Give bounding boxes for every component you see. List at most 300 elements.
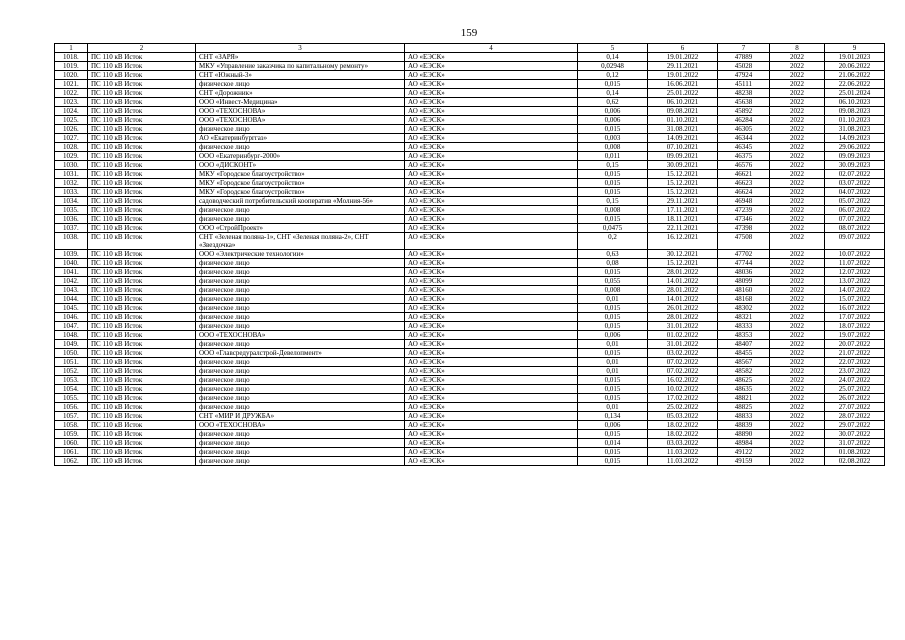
contract-number-cell: 45892: [718, 107, 770, 116]
applicant-cell: физическое лицо: [196, 385, 405, 394]
substation-cell: ПС 110 кВ Исток: [88, 385, 196, 394]
contract-number-cell: 49122: [718, 448, 770, 457]
table-row: [55, 71, 885, 80]
grid-org-cell: АО «ЕЭСК»: [405, 215, 578, 224]
deadline-cell: 19.01.2023: [825, 53, 885, 62]
date-cell: 14.01.2022: [648, 277, 718, 286]
deadline-cell: 27.07.2022: [825, 403, 885, 412]
applicant-cell: физическое лицо: [196, 143, 405, 152]
year-cell: 2022: [770, 322, 825, 331]
applicant-cell: СНТ «Зеленая поляна-1», СНТ «Зеленая поляна-2», СНТ «Звездочка»: [196, 233, 405, 250]
date-cell: 11.03.2022: [648, 448, 718, 457]
row-number-cell: 1024.: [55, 107, 88, 116]
substation-cell: ПС 110 кВ Исток: [88, 376, 196, 385]
table-row: [55, 107, 885, 116]
power-cell: 0,006: [578, 107, 648, 116]
deadline-cell: 05.07.2022: [825, 197, 885, 206]
year-cell: 2022: [770, 313, 825, 322]
year-cell: 2022: [770, 71, 825, 80]
row-number-cell: 1022.: [55, 89, 88, 98]
power-cell: 0,006: [578, 421, 648, 430]
row-number-cell: 1033.: [55, 188, 88, 197]
row-number-cell: 1035.: [55, 206, 88, 215]
power-cell: 0,015: [578, 430, 648, 439]
year-cell: 2022: [770, 125, 825, 134]
year-cell: 2022: [770, 197, 825, 206]
power-cell: 0,015: [578, 80, 648, 89]
substation-cell: ПС 110 кВ Исток: [88, 197, 196, 206]
date-cell: 25.02.2022: [648, 403, 718, 412]
table-row: [55, 412, 885, 421]
column-header: 3: [196, 44, 405, 53]
contract-number-cell: 47346: [718, 215, 770, 224]
row-number-cell: 1046.: [55, 313, 88, 322]
contract-number-cell: 45028: [718, 62, 770, 71]
year-cell: 2022: [770, 161, 825, 170]
grid-org-cell: АО «ЕЭСК»: [405, 331, 578, 340]
applicant-cell: СНТ «Дорожник»: [196, 89, 405, 98]
date-cell: 03.02.2022: [648, 349, 718, 358]
row-number-cell: 1027.: [55, 134, 88, 143]
table-row: [55, 215, 885, 224]
grid-org-cell: АО «ЕЭСК»: [405, 448, 578, 457]
date-cell: 15.12.2021: [648, 259, 718, 268]
grid-org-cell: АО «ЕЭСК»: [405, 340, 578, 349]
table-row: [55, 143, 885, 152]
substation-cell: ПС 110 кВ Исток: [88, 277, 196, 286]
row-number-cell: 1054.: [55, 385, 88, 394]
date-cell: 26.01.2022: [648, 304, 718, 313]
row-number-cell: 1047.: [55, 322, 88, 331]
deadline-cell: 04.07.2022: [825, 188, 885, 197]
grid-org-cell: АО «ЕЭСК»: [405, 421, 578, 430]
row-number-cell: 1031.: [55, 170, 88, 179]
row-number-cell: 1043.: [55, 286, 88, 295]
date-cell: 15.12.2021: [648, 188, 718, 197]
date-cell: 18.11.2021: [648, 215, 718, 224]
substation-cell: ПС 110 кВ Исток: [88, 259, 196, 268]
table-row: [55, 448, 885, 457]
row-number-cell: 1057.: [55, 412, 88, 421]
applicant-cell: СНТ «МИР И ДРУЖБА»: [196, 412, 405, 421]
date-cell: 01.02.2022: [648, 331, 718, 340]
deadline-cell: 30.07.2022: [825, 430, 885, 439]
grid-org-cell: АО «ЕЭСК»: [405, 457, 578, 466]
deadline-cell: 10.07.2022: [825, 250, 885, 259]
table-row: [55, 80, 885, 89]
applicant-cell: МКУ «Городское благоустройство»: [196, 179, 405, 188]
applicant-cell: ООО «Инвест-Медицина»: [196, 98, 405, 107]
substation-cell: ПС 110 кВ Исток: [88, 224, 196, 233]
substation-cell: ПС 110 кВ Исток: [88, 89, 196, 98]
table-row: [55, 439, 885, 448]
substation-cell: ПС 110 кВ Исток: [88, 421, 196, 430]
power-cell: 0,015: [578, 125, 648, 134]
year-cell: 2022: [770, 394, 825, 403]
row-number-cell: 1020.: [55, 71, 88, 80]
applicant-cell: физическое лицо: [196, 358, 405, 367]
year-cell: 2022: [770, 206, 825, 215]
deadline-cell: 14.09.2023: [825, 134, 885, 143]
power-cell: 0,12: [578, 71, 648, 80]
year-cell: 2022: [770, 367, 825, 376]
grid-org-cell: АО «ЕЭСК»: [405, 98, 578, 107]
table-row: [55, 313, 885, 322]
deadline-cell: 24.07.2022: [825, 376, 885, 385]
connections-table: [54, 43, 885, 466]
grid-org-cell: АО «ЕЭСК»: [405, 152, 578, 161]
year-cell: 2022: [770, 358, 825, 367]
row-number-cell: 1050.: [55, 349, 88, 358]
deadline-cell: 09.07.2022: [825, 233, 885, 250]
applicant-cell: физическое лицо: [196, 340, 405, 349]
deadline-cell: 29.06.2022: [825, 143, 885, 152]
deadline-cell: 06.07.2022: [825, 206, 885, 215]
substation-cell: ПС 110 кВ Исток: [88, 394, 196, 403]
substation-cell: ПС 110 кВ Исток: [88, 367, 196, 376]
grid-org-cell: АО «ЕЭСК»: [405, 259, 578, 268]
power-cell: 0,008: [578, 206, 648, 215]
row-number-cell: 1030.: [55, 161, 88, 170]
contract-number-cell: 48582: [718, 367, 770, 376]
substation-cell: ПС 110 кВ Исток: [88, 322, 196, 331]
date-cell: 03.03.2022: [648, 439, 718, 448]
applicant-cell: ООО «ТЕХОСНОВА»: [196, 331, 405, 340]
contract-number-cell: 46576: [718, 161, 770, 170]
grid-org-cell: АО «ЕЭСК»: [405, 161, 578, 170]
row-number-cell: 1052.: [55, 367, 88, 376]
power-cell: 0,134: [578, 412, 648, 421]
table-row: [55, 62, 885, 71]
year-cell: 2022: [770, 224, 825, 233]
grid-org-cell: АО «ЕЭСК»: [405, 107, 578, 116]
grid-org-cell: АО «ЕЭСК»: [405, 430, 578, 439]
date-cell: 15.12.2021: [648, 170, 718, 179]
substation-cell: ПС 110 кВ Исток: [88, 304, 196, 313]
deadline-cell: 12.07.2022: [825, 268, 885, 277]
page-number: 159: [460, 27, 478, 39]
power-cell: 0,015: [578, 394, 648, 403]
contract-number-cell: 48407: [718, 340, 770, 349]
deadline-cell: 02.07.2022: [825, 170, 885, 179]
contract-number-cell: 47398: [718, 224, 770, 233]
power-cell: 0,015: [578, 268, 648, 277]
power-cell: 0,011: [578, 152, 648, 161]
grid-org-cell: АО «ЕЭСК»: [405, 385, 578, 394]
year-cell: 2022: [770, 457, 825, 466]
applicant-cell: ООО «Екатеринбург-2000»: [196, 152, 405, 161]
column-header: 6: [648, 44, 718, 53]
row-number-cell: 1021.: [55, 80, 88, 89]
deadline-cell: 07.07.2022: [825, 215, 885, 224]
power-cell: 0,01: [578, 295, 648, 304]
table-row: [55, 197, 885, 206]
grid-org-cell: АО «ЕЭСК»: [405, 286, 578, 295]
table-row: [55, 224, 885, 233]
row-number-cell: 1034.: [55, 197, 88, 206]
contract-number-cell: 47702: [718, 250, 770, 259]
applicant-cell: МКУ «Городское благоустройство»: [196, 188, 405, 197]
table-row: [55, 304, 885, 313]
table-row: [55, 89, 885, 98]
substation-cell: ПС 110 кВ Исток: [88, 439, 196, 448]
power-cell: 0,008: [578, 286, 648, 295]
deadline-cell: 09.08.2023: [825, 107, 885, 116]
year-cell: 2022: [770, 233, 825, 250]
deadline-cell: 22.07.2022: [825, 358, 885, 367]
power-cell: 0,14: [578, 53, 648, 62]
deadline-cell: 13.07.2022: [825, 277, 885, 286]
row-number-cell: 1062.: [55, 457, 88, 466]
applicant-cell: физическое лицо: [196, 394, 405, 403]
year-cell: 2022: [770, 170, 825, 179]
grid-org-cell: АО «ЕЭСК»: [405, 394, 578, 403]
row-number-cell: 1055.: [55, 394, 88, 403]
contract-number-cell: 46623: [718, 179, 770, 188]
date-cell: 28.01.2022: [648, 313, 718, 322]
year-cell: 2022: [770, 53, 825, 62]
applicant-cell: МКУ «Управление заказчика по капитальному ремонту»: [196, 62, 405, 71]
date-cell: 17.02.2022: [648, 394, 718, 403]
row-number-cell: 1059.: [55, 430, 88, 439]
grid-org-cell: АО «ЕЭСК»: [405, 125, 578, 134]
power-cell: 0,015: [578, 376, 648, 385]
date-cell: 16.02.2022: [648, 376, 718, 385]
applicant-cell: СНТ «ЗАРЯ»: [196, 53, 405, 62]
substation-cell: ПС 110 кВ Исток: [88, 358, 196, 367]
table-row: [55, 98, 885, 107]
date-cell: 31.01.2022: [648, 322, 718, 331]
power-cell: 0,015: [578, 170, 648, 179]
column-header: 1: [55, 44, 88, 53]
date-cell: 31.08.2021: [648, 125, 718, 134]
year-cell: 2022: [770, 134, 825, 143]
applicant-cell: физическое лицо: [196, 125, 405, 134]
year-cell: 2022: [770, 259, 825, 268]
date-cell: 17.11.2021: [648, 206, 718, 215]
table-row: [55, 125, 885, 134]
deadline-cell: 26.07.2022: [825, 394, 885, 403]
year-cell: 2022: [770, 179, 825, 188]
table-row: [55, 250, 885, 259]
year-cell: 2022: [770, 430, 825, 439]
applicant-cell: физическое лицо: [196, 259, 405, 268]
substation-cell: ПС 110 кВ Исток: [88, 179, 196, 188]
row-number-cell: 1056.: [55, 403, 88, 412]
year-cell: 2022: [770, 349, 825, 358]
power-cell: 0,0475: [578, 224, 648, 233]
column-header: 9: [825, 44, 885, 53]
year-cell: 2022: [770, 295, 825, 304]
row-number-cell: 1039.: [55, 250, 88, 259]
table-row: [55, 53, 885, 62]
row-number-cell: 1045.: [55, 304, 88, 313]
grid-org-cell: АО «ЕЭСК»: [405, 197, 578, 206]
substation-cell: ПС 110 кВ Исток: [88, 161, 196, 170]
substation-cell: ПС 110 кВ Исток: [88, 80, 196, 89]
date-cell: 19.01.2022: [648, 53, 718, 62]
substation-cell: ПС 110 кВ Исток: [88, 107, 196, 116]
row-number-cell: 1058.: [55, 421, 88, 430]
date-cell: 18.02.2022: [648, 430, 718, 439]
row-number-cell: 1044.: [55, 295, 88, 304]
applicant-cell: ООО «СтройПроект»: [196, 224, 405, 233]
year-cell: 2022: [770, 250, 825, 259]
applicant-cell: физическое лицо: [196, 376, 405, 385]
contract-number-cell: 46621: [718, 170, 770, 179]
contract-number-cell: 48825: [718, 403, 770, 412]
power-cell: 0,08: [578, 259, 648, 268]
substation-cell: ПС 110 кВ Исток: [88, 125, 196, 134]
row-number-cell: 1042.: [55, 277, 88, 286]
power-cell: 0,01: [578, 367, 648, 376]
grid-org-cell: АО «ЕЭСК»: [405, 116, 578, 125]
applicant-cell: ООО «ТЕХОСНОВА»: [196, 421, 405, 430]
contract-number-cell: 47239: [718, 206, 770, 215]
row-number-cell: 1029.: [55, 152, 88, 161]
table-row: [55, 277, 885, 286]
deadline-cell: 21.06.2022: [825, 71, 885, 80]
substation-cell: ПС 110 кВ Исток: [88, 170, 196, 179]
power-cell: 0,008: [578, 143, 648, 152]
table-row: [55, 340, 885, 349]
table-row: [55, 457, 885, 466]
power-cell: 0,014: [578, 439, 648, 448]
power-cell: 0,015: [578, 322, 648, 331]
deadline-cell: 09.09.2023: [825, 152, 885, 161]
row-number-cell: 1019.: [55, 62, 88, 71]
deadline-cell: 16.07.2022: [825, 304, 885, 313]
contract-number-cell: 47924: [718, 71, 770, 80]
date-cell: 25.01.2022: [648, 89, 718, 98]
year-cell: 2022: [770, 107, 825, 116]
table-body: [55, 53, 885, 466]
substation-cell: ПС 110 кВ Исток: [88, 412, 196, 421]
year-cell: 2022: [770, 116, 825, 125]
date-cell: 30.09.2021: [648, 161, 718, 170]
substation-cell: ПС 110 кВ Исток: [88, 286, 196, 295]
deadline-cell: 20.07.2022: [825, 340, 885, 349]
year-cell: 2022: [770, 304, 825, 313]
contract-number-cell: 47889: [718, 53, 770, 62]
substation-cell: ПС 110 кВ Исток: [88, 313, 196, 322]
contract-number-cell: 46345: [718, 143, 770, 152]
table-row: [55, 403, 885, 412]
date-cell: 30.12.2021: [648, 250, 718, 259]
deadline-cell: 01.10.2023: [825, 116, 885, 125]
grid-org-cell: АО «ЕЭСК»: [405, 268, 578, 277]
power-cell: 0,015: [578, 313, 648, 322]
grid-org-cell: АО «ЕЭСК»: [405, 358, 578, 367]
date-cell: 14.01.2022: [648, 295, 718, 304]
power-cell: 0,015: [578, 385, 648, 394]
table-row: [55, 188, 885, 197]
date-cell: 09.08.2021: [648, 107, 718, 116]
date-cell: 07.10.2021: [648, 143, 718, 152]
year-cell: 2022: [770, 143, 825, 152]
applicant-cell: ООО «Электрические технологии»: [196, 250, 405, 259]
grid-org-cell: АО «ЕЭСК»: [405, 367, 578, 376]
date-cell: 29.11.2021: [648, 62, 718, 71]
applicant-cell: физическое лицо: [196, 295, 405, 304]
substation-cell: ПС 110 кВ Исток: [88, 134, 196, 143]
date-cell: 22.11.2021: [648, 224, 718, 233]
contract-number-cell: 48168: [718, 295, 770, 304]
column-header: 5: [578, 44, 648, 53]
power-cell: 0,15: [578, 197, 648, 206]
table-row: [55, 376, 885, 385]
substation-cell: ПС 110 кВ Исток: [88, 152, 196, 161]
table-row: [55, 331, 885, 340]
date-cell: 29.11.2021: [648, 197, 718, 206]
row-number-cell: 1040.: [55, 259, 88, 268]
year-cell: 2022: [770, 439, 825, 448]
grid-org-cell: АО «ЕЭСК»: [405, 143, 578, 152]
grid-org-cell: АО «ЕЭСК»: [405, 277, 578, 286]
grid-org-cell: АО «ЕЭСК»: [405, 206, 578, 215]
contract-number-cell: 46624: [718, 188, 770, 197]
substation-cell: ПС 110 кВ Исток: [88, 457, 196, 466]
contract-number-cell: 48635: [718, 385, 770, 394]
applicant-cell: физическое лицо: [196, 448, 405, 457]
year-cell: 2022: [770, 98, 825, 107]
applicant-cell: АО «Екатеринбурггаз»: [196, 134, 405, 143]
grid-org-cell: АО «ЕЭСК»: [405, 224, 578, 233]
year-cell: 2022: [770, 331, 825, 340]
grid-org-cell: АО «ЕЭСК»: [405, 71, 578, 80]
year-cell: 2022: [770, 412, 825, 421]
year-cell: 2022: [770, 80, 825, 89]
year-cell: 2022: [770, 188, 825, 197]
table-row: [55, 116, 885, 125]
table-row: [55, 179, 885, 188]
applicant-cell: физическое лицо: [196, 430, 405, 439]
row-number-cell: 1051.: [55, 358, 88, 367]
row-number-cell: 1025.: [55, 116, 88, 125]
date-cell: 15.12.2021: [648, 179, 718, 188]
year-cell: 2022: [770, 89, 825, 98]
row-number-cell: 1048.: [55, 331, 88, 340]
date-cell: 01.10.2021: [648, 116, 718, 125]
column-header: 8: [770, 44, 825, 53]
contract-number-cell: 48036: [718, 268, 770, 277]
date-cell: 19.01.2022: [648, 71, 718, 80]
power-cell: 0,006: [578, 116, 648, 125]
year-cell: 2022: [770, 385, 825, 394]
deadline-cell: 25.01.2024: [825, 89, 885, 98]
applicant-cell: садоводческий потребительский кооператив «Молния-56»: [196, 197, 405, 206]
substation-cell: ПС 110 кВ Исток: [88, 188, 196, 197]
power-cell: 0,015: [578, 179, 648, 188]
substation-cell: ПС 110 кВ Исток: [88, 349, 196, 358]
applicant-cell: СНТ «Южный-3»: [196, 71, 405, 80]
power-cell: 0,01: [578, 358, 648, 367]
grid-org-cell: АО «ЕЭСК»: [405, 53, 578, 62]
applicant-cell: физическое лицо: [196, 215, 405, 224]
substation-cell: ПС 110 кВ Исток: [88, 250, 196, 259]
power-cell: 0,62: [578, 98, 648, 107]
substation-cell: ПС 110 кВ Исток: [88, 215, 196, 224]
power-cell: 0,15: [578, 161, 648, 170]
date-cell: 18.02.2022: [648, 421, 718, 430]
contract-number-cell: 48890: [718, 430, 770, 439]
grid-org-cell: АО «ЕЭСК»: [405, 439, 578, 448]
table-row: [55, 349, 885, 358]
deadline-cell: 06.10.2023: [825, 98, 885, 107]
power-cell: 0,02948: [578, 62, 648, 71]
year-cell: 2022: [770, 286, 825, 295]
date-cell: 09.09.2021: [648, 152, 718, 161]
